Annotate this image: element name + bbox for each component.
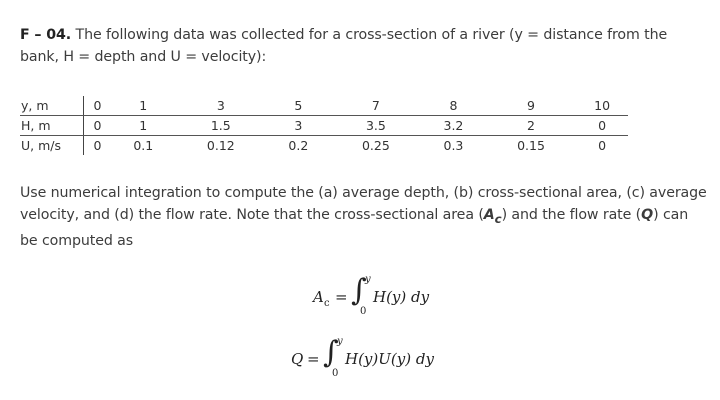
table-cell: 3.5 bbox=[331, 116, 421, 136]
table-cell: 0.15 bbox=[517, 138, 545, 153]
area-eq-lower-limit: 0 bbox=[360, 306, 367, 317]
table-cell: 0.3 bbox=[443, 138, 464, 153]
table-cell: 8 bbox=[421, 96, 486, 116]
flow-eq-lower-limit: 0 bbox=[332, 368, 339, 379]
integral-icon: ∫ bbox=[323, 335, 339, 370]
flow-equation bbox=[291, 336, 491, 384]
area-eq-equals: = bbox=[335, 288, 348, 306]
table-cell: 0.25 bbox=[361, 138, 390, 153]
table-cell: 0 bbox=[84, 96, 111, 116]
row-header: y, m bbox=[20, 96, 84, 116]
area-eq-upper-limit: y bbox=[365, 274, 371, 285]
area-symbol: A bbox=[483, 207, 495, 223]
problem-intro: The following data was collected for a cross-section of a river (y = distance from the bank, H = depth and U = velocity): bbox=[20, 27, 668, 65]
row-header: U, m/s bbox=[20, 136, 84, 156]
table-cell: 1 bbox=[111, 116, 176, 136]
table-row bbox=[20, 136, 628, 156]
area-subscript: c bbox=[494, 211, 502, 226]
table-cell: 0.12 bbox=[206, 138, 235, 153]
area-eq-integrand: H(y) dy bbox=[373, 288, 430, 306]
table-cell: 0 bbox=[576, 116, 628, 136]
flow-eq-upper-limit: y bbox=[337, 336, 343, 347]
area-equation bbox=[313, 273, 473, 320]
table-cell: 0 bbox=[93, 138, 102, 153]
instructions-part-b: ) and the flow rate ( bbox=[501, 207, 642, 223]
data-table bbox=[20, 96, 628, 155]
area-eq-lhs-subscript: c bbox=[324, 298, 330, 309]
area-eq-lhs: A bbox=[313, 288, 324, 306]
problem-label: F – 04. bbox=[20, 27, 72, 43]
flow-eq-equals: = bbox=[307, 350, 320, 368]
table-cell: 1 bbox=[111, 96, 176, 116]
table-cell: 5 bbox=[266, 96, 331, 116]
flow-symbol: Q bbox=[641, 207, 654, 223]
row-header: H, m bbox=[20, 116, 84, 136]
instructions-part-a: Use numerical integration to compute the (a) average depth, (b) cross-sectional area, (c) average velocity, and (d) the flow rate. Note that the cross-sectional area ( bbox=[20, 185, 707, 223]
table-cell: 0 bbox=[84, 116, 111, 136]
problem-statement bbox=[20, 24, 708, 68]
table-cell: 0.1 bbox=[133, 138, 154, 153]
table-cell: 0 bbox=[598, 138, 607, 153]
table-cell: 0.2 bbox=[288, 138, 309, 153]
table-row bbox=[20, 116, 628, 136]
table-cell: 10 bbox=[576, 96, 628, 116]
flow-eq-lhs: Q bbox=[291, 350, 304, 368]
table-cell: 3.2 bbox=[421, 116, 486, 136]
table-row bbox=[20, 96, 628, 116]
flow-eq-integrand: H(y)U(y) dy bbox=[345, 350, 434, 368]
table-cell: 3 bbox=[266, 116, 331, 136]
instructions-part-c: ) can be computed as bbox=[20, 207, 689, 249]
integral-icon: ∫ bbox=[351, 273, 367, 308]
table-cell: 2 bbox=[486, 116, 576, 136]
table-cell: 7 bbox=[331, 96, 421, 116]
table-cell: 3 bbox=[176, 96, 266, 116]
instructions-text bbox=[20, 182, 708, 252]
table-cell: 9 bbox=[486, 96, 576, 116]
table-cell: 1.5 bbox=[176, 116, 266, 136]
